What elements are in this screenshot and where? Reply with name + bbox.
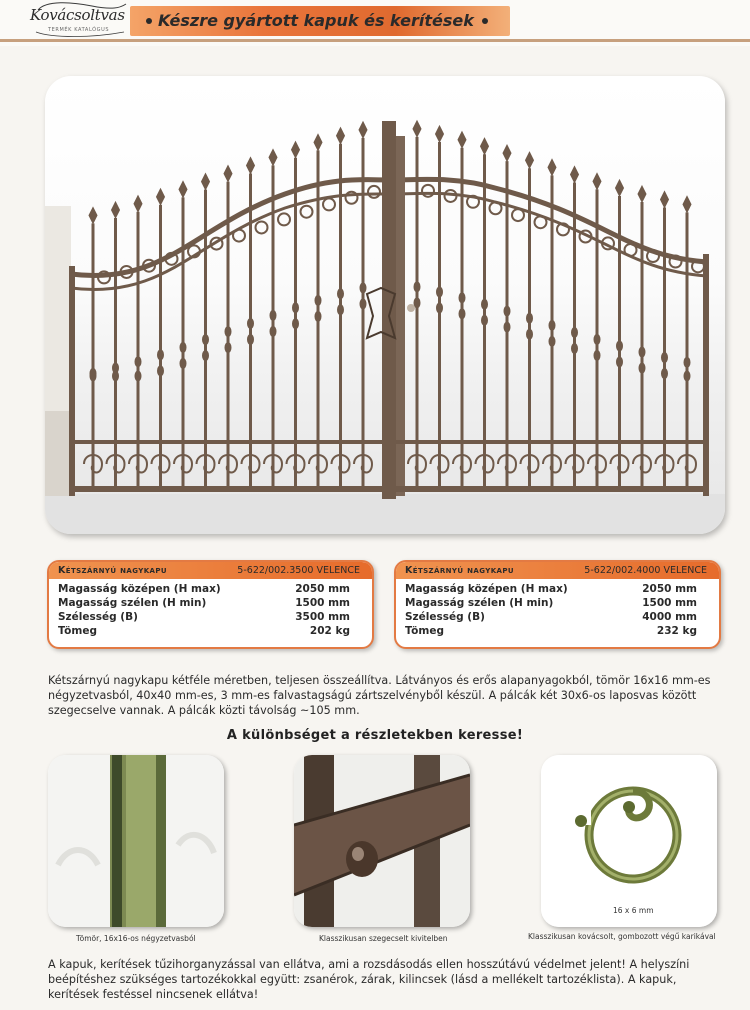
spec-value: 3500 mm <box>295 611 350 623</box>
brand-subtitle: TERMÉK KATALÓGUS <box>48 27 110 33</box>
spec-label: Szélesség (B) <box>405 611 485 623</box>
spec-row <box>396 610 719 624</box>
spec-row <box>396 596 719 610</box>
gate-illustration <box>45 76 725 534</box>
spec-label: Tömeg <box>58 625 97 637</box>
spec-label: Magasság középen (H max) <box>405 583 568 595</box>
spec-value: 4000 mm <box>642 611 697 623</box>
details-heading: A különbséget a részletekben keresse! <box>226 728 524 743</box>
detail-caption: Klasszikusan szegecselt kivitelben <box>319 934 448 943</box>
spec-value: 1500 mm <box>295 597 350 609</box>
spec-card-header <box>49 562 372 579</box>
brand-name: Kovácsoltvas <box>30 6 125 24</box>
spec-value: 2050 mm <box>295 583 350 595</box>
spec-row <box>49 582 372 596</box>
spec-row <box>49 610 372 624</box>
spec-card-header <box>396 562 719 579</box>
spec-table <box>49 579 372 638</box>
detail-photo-scroll-ring <box>541 755 717 927</box>
product-code: 5-622/002.3500 VELENCE <box>237 565 360 576</box>
spec-label: Szélesség (B) <box>58 611 138 623</box>
spec-row <box>49 596 372 610</box>
scroll-ring-photo-icon <box>541 755 717 927</box>
brand-logo <box>30 2 126 40</box>
spec-value: 1500 mm <box>642 597 697 609</box>
product-code: 5-622/002.4000 VELENCE <box>584 565 707 576</box>
dimension-label: 16 x 6 mm <box>613 906 654 915</box>
spec-table <box>396 579 719 638</box>
spec-row <box>396 624 719 638</box>
product-name: Kétszárnyú nagykapu <box>58 565 167 576</box>
spec-value: 2050 mm <box>642 583 697 595</box>
spec-value: 202 kg <box>309 625 350 637</box>
detail-caption: Tömör, 16x16-os négyzetvasból <box>76 934 196 943</box>
product-name: Kétszárnyú nagykapu <box>405 565 514 576</box>
spec-row <box>396 582 719 596</box>
page-title: Készre gyártott kapuk és kerítések <box>158 11 474 30</box>
product-description: Kétszárnyú nagykapu kétféle méretben, teljesen összeállítva. Látványos és erős alapanyagokból, tömör 16x16 mm-es négyzetvasból, 40x40 mm-es, 3 mm-es falvastagságú zártszelvényből készül. A pálcák két 30x6-os laposvas között szegecselve vannak. A pálcák közti távolság ~105 mm. <box>48 674 711 717</box>
square-bar-photo-icon <box>48 755 224 927</box>
bullet-icon <box>482 18 488 24</box>
spec-row <box>49 624 372 638</box>
spec-value: 232 kg <box>656 625 697 637</box>
bullet-icon <box>146 18 152 24</box>
spec-label: Magasság középen (H max) <box>58 583 221 595</box>
spec-label: Magasság szélen (H min) <box>58 597 207 609</box>
gate-photo <box>45 76 725 534</box>
rivet-photo-icon <box>294 755 470 927</box>
detail-photo-rivet <box>294 755 470 927</box>
spec-label: Tömeg <box>405 625 444 637</box>
header-divider <box>0 39 750 42</box>
spec-card-3500 <box>47 560 374 649</box>
page-header <box>0 0 750 46</box>
footer-text: A kapuk, kerítések tűzihorganyzással van ellátva, ami a rozsdásodás ellen hosszútávú védelmet jelent! A helyszíni beépítéshez szükséges tartozékokkal együtt: zsanérok, zárak, kilincsek (lásd a mellékelt tartozéklista). A kapuk, kerítések festéssel nincsenek ellátva! <box>48 958 690 1001</box>
spec-label: Magasság szélen (H min) <box>405 597 554 609</box>
detail-caption: Klasszikusan kovácsolt, gombozott végű karikával <box>528 932 716 941</box>
detail-photo-square-bar <box>48 755 224 927</box>
spec-card-4000 <box>394 560 721 649</box>
